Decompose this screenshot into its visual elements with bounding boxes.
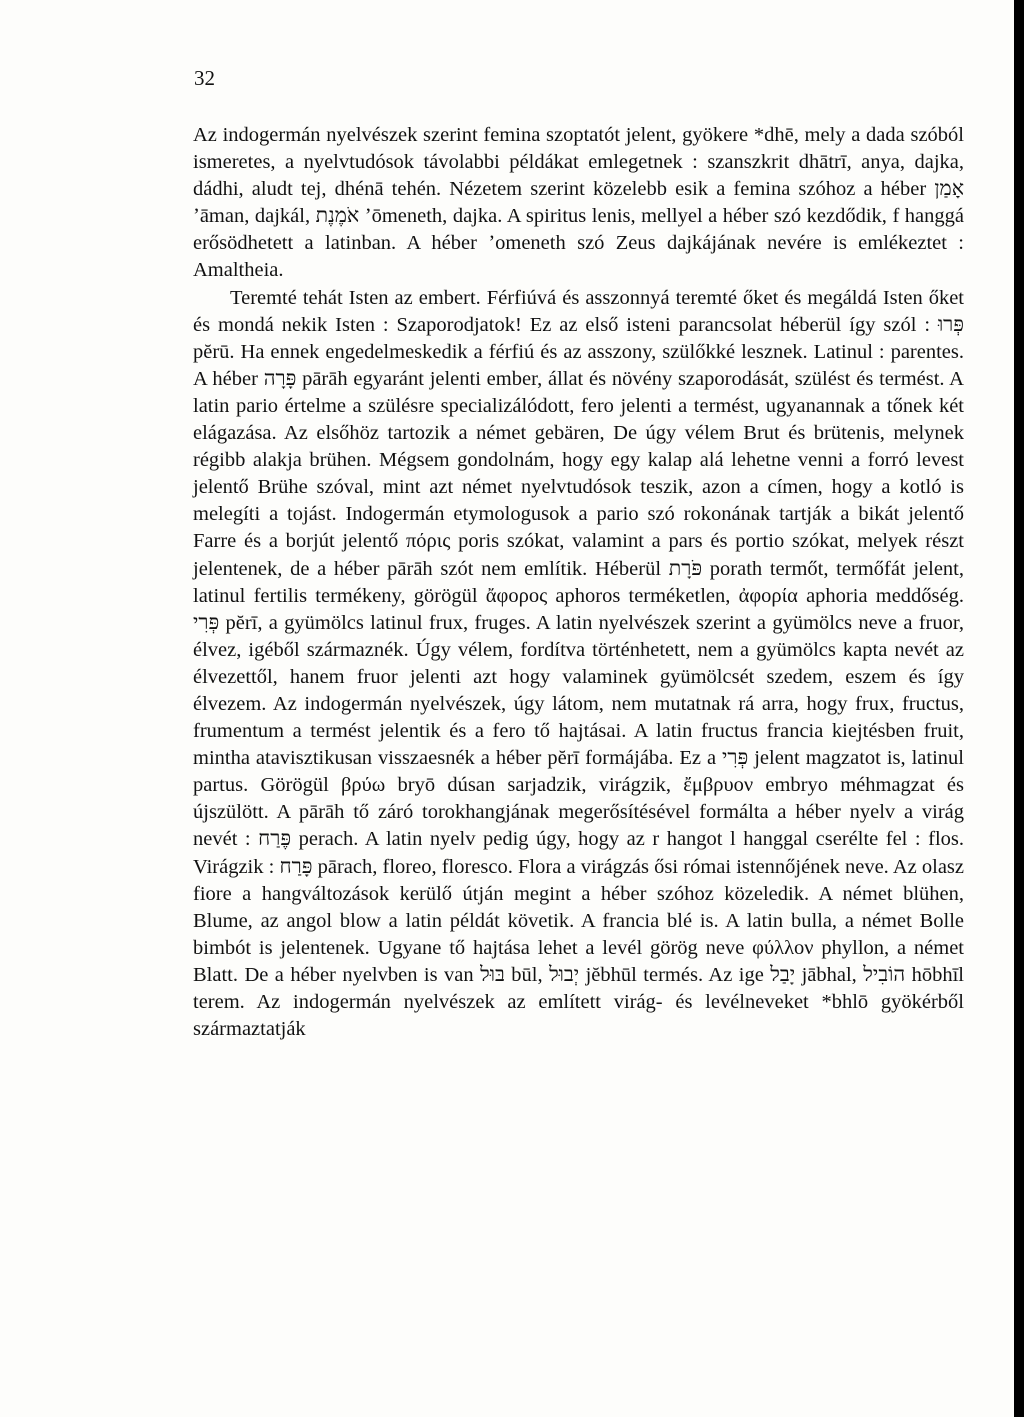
body-text	[193, 122, 964, 1043]
scan-edge	[1014, 0, 1024, 1417]
page-number: 32	[194, 66, 215, 90]
paragraph-2: Teremté tehát Isten az embert. Férfiúvá és asszonnyá teremté őket és megáldá Isten őket és mondá nekik Isten : Szaporodjatok! Ez az első isteni parancsolat héberül így szól : פְּרוּ pĕrū. Ha ennek engedelmeskedik a férfiú és az asszony, szülőkké lesznek. Latinul : parentes. A héber פָּרָה pārāh egyaránt jelenti ember, állat és növény szaporodását, szülést és termést. A latin pario értelme a szülésre specializálódott, fero jelenti a termést, ugyanannak a tőnek két elágazása. Az elsőhöz tartozik a német gebären, De úgy vélem Brut és brütenis, melynek régibb alakja brühen. Mégsem gondolnám, hogy egy kalap alá lehetne venni a forró levest jelentő Brühe szóval, mint azt német nyelvtudósok teszik, azon a címen, hogy a kotló is melegíti a tojást. Indogermán etymologusok a pario szó rokonának tartják a bikát jelentő Farre és a borjút jelentő πόρις poris szókat, valamint a pars és portio szókat, melyek részt jelentenek, de a héber pārāh szót nem említik. Héberül פֹּרָת porath termőt, termőfát jelent, latinul fertilis termékeny, görögül ἄφορος aphoros terméketlen, ἀφορία aphoria meddőség. פְּרִי pĕrī, a gyümölcs latinul frux, fruges. A latin nyelvészek szerint a gyümölcs neve a fruor, élvez, igéből származnék. Úgy vélem, fordítva történhetett, nem a gyümölcs kapta nevét az élvezettől, hanem fruor jelenti azt hogy valaminek gyümölcsét szedem, eszem és így élvezem. Az indogermán nyelvészek, úgy látom, nem mutatnak rá arra, hogy frux, fructus, frumentum a termést jelentik és a fero tő hajtásai. A latin fructus francia kiejtésben fruit, mintha atavisztikusan visszaesnék a héber pĕrī formájába. Ez a פְּרִי jelent magzatot is, latinul partus. Görögül βρύω bryō dúsan sarjadzik, virágzik, ἔμβρυον embryo méhmagzat és újszülött. A pārāh tő záró torokhangjának megerősítésével formálta a héber nyelv a virág nevét : פֶּרַח perach. A latin nyelv pedig úgy, hogy az r hangot l hanggal cserélte fel : flos. Virágzik : פָּרַח pārach, floreo, floresco. Flora a virágzás ősi római istennőjének neve. Az olasz fiore a hangváltozások kerülő útján megint a héber szóhoz közeledik. A német blühen, Blume, az angol blow a latin példát követik. A francia blé is. A latin bulla, a német Bolle bimbót is jelentenek. Ugyane tő hajtása lehet a levél görög neve φύλλον phyllon, a német Blatt. De a héber nyelvben is van בּוּל būl, יְבוּל jĕbhūl termés. Az ige יָבַל jābhal, הוֹבִיל hōbhīl terem. Az indogermán nyelvészek az említett virág- és levélneveket *bhlō gyökérből származtatják	[193, 286, 964, 1041]
paragraph-1: Az indogermán nyelvészek szerint femina szoptatót jelent, gyökere *dhē, mely a dada szóból ismeretes, a nyelvtudósok távolabbi példákat emlegetnek : szanszkrit dhātrī, anya, dajka, dádhi, aludt tej, dhénā tehén. Nézetem szerint közelebb esik a femina szóhoz a héber אָמַן ʼāman, dajkál, אֹמֶנֶת ʼōmeneth, dajka. A spiritus lenis, mellyel a héber szó kezdődik, f hanggá erősödhetett a latinban. A héber ʼomeneth szó Zeus dajkájának nevére is emlékeztet : Amaltheia.	[193, 124, 964, 282]
